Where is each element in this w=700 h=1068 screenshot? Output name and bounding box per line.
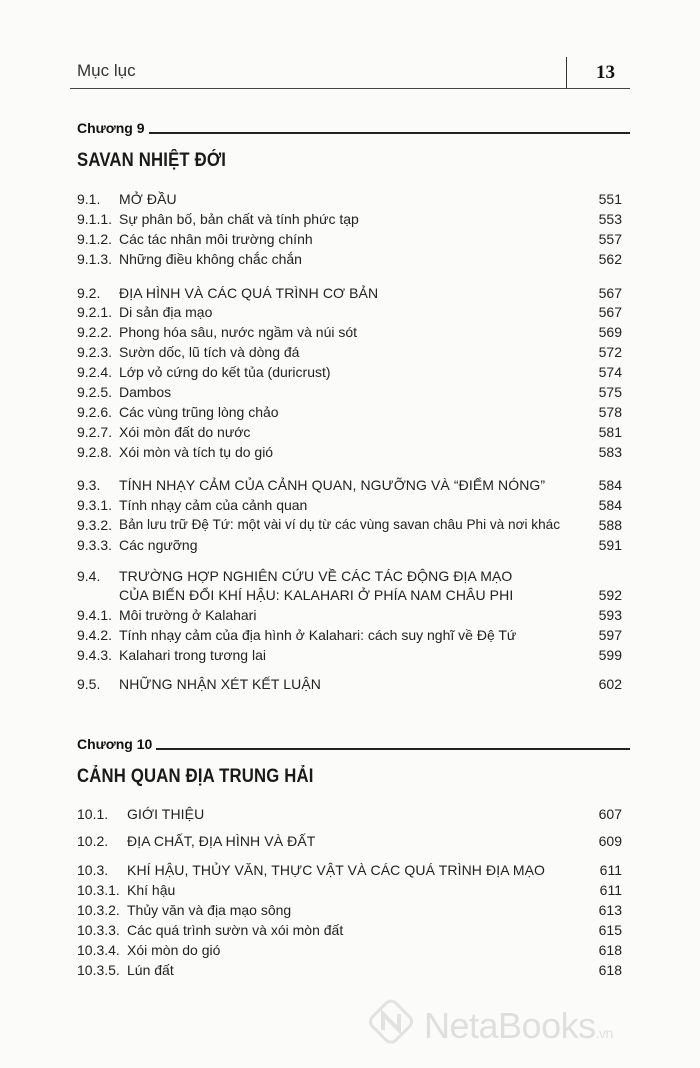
chapter-title: SAVAN NHIỆT ĐỚI xyxy=(77,150,227,171)
entry-number: 9.5. xyxy=(77,676,101,692)
entry-title: Di sản địa mạo xyxy=(119,304,213,320)
entry-page: 581 xyxy=(598,424,622,440)
chapter-label: Chương 9 xyxy=(77,120,145,136)
entry-number: 10.3.4. xyxy=(77,942,120,958)
entry-page: 569 xyxy=(598,324,622,340)
entry-number: 10.3.5. xyxy=(77,962,120,978)
entry-page: 618 xyxy=(598,942,622,958)
entry-number: 9.2.4. xyxy=(77,364,113,380)
entry-title: Xói mòn và tích tụ do gió xyxy=(119,444,274,460)
entry-number: 10.3. xyxy=(77,862,109,878)
entry-number: 9.1.2. xyxy=(77,231,113,247)
entry-page: 597 xyxy=(598,627,622,643)
entry-number: 10.1. xyxy=(77,806,109,822)
entry-page: 583 xyxy=(598,444,622,460)
entry-title: TÍNH NHẠY CẢM CỦA CẢNH QUAN, NGƯỠNG VÀ “ĐIỂM NÓNG” xyxy=(119,477,546,493)
chapter-label: Chương 10 xyxy=(77,736,153,752)
entry-title: Tính nhạy cảm của cảnh quan xyxy=(119,497,308,513)
entry-title-continued: CỦA BIẾN ĐỔI KHÍ HẬU: KALAHARI Ở PHÍA NAM CHÂU PHI xyxy=(119,587,514,603)
chapter-10-heading xyxy=(77,736,630,754)
entry-title: ĐỊA HÌNH VÀ CÁC QUÁ TRÌNH CƠ BẢN xyxy=(119,285,379,301)
entry-page: 588 xyxy=(598,517,622,533)
entry-title: Xói mòn đất do nước xyxy=(119,424,251,440)
entry-title: Các quá trình sườn và xói mòn đất xyxy=(127,922,344,938)
entry-title: Sườn dốc, lũ tích và dòng đá xyxy=(119,344,300,360)
entry-page: 567 xyxy=(598,304,622,320)
entry-page: 591 xyxy=(598,537,622,553)
entry-number: 9.3.2. xyxy=(77,517,113,533)
entry-title: GIỚI THIỆU xyxy=(127,806,205,822)
entry-title: Thủy văn và địa mạo sông xyxy=(127,902,292,918)
entry-page: 592 xyxy=(598,587,622,603)
entry-number: 9.4. xyxy=(77,568,101,584)
entry-page: 572 xyxy=(598,344,622,360)
entry-number: 9.2.3. xyxy=(77,344,113,360)
entry-title: Phong hóa sâu, nước ngầm và núi sót xyxy=(119,324,358,340)
entry-number: 9.2.5. xyxy=(77,384,113,400)
entry-page: 613 xyxy=(598,902,622,918)
page-number: 13 xyxy=(596,62,615,83)
entry-number: 9.3. xyxy=(77,477,101,493)
entry-number: 10.3.3. xyxy=(77,922,120,938)
entry-title: Các vùng trũng lòng chảo xyxy=(119,404,279,420)
chapter-9-heading xyxy=(77,120,630,138)
entry-title: Các tác nhân môi trường chính xyxy=(119,231,313,247)
entry-page: 611 xyxy=(599,882,622,898)
entry-number: 9.3.1. xyxy=(77,497,113,513)
header-rule xyxy=(70,88,630,89)
entry-page: 584 xyxy=(598,477,622,493)
entry-title: Lún đất xyxy=(127,962,174,978)
entry-page: 584 xyxy=(598,497,622,513)
entry-number: 9.1. xyxy=(77,191,101,207)
entry-page: 553 xyxy=(598,211,622,227)
entry-number: 9.4.1. xyxy=(77,607,113,623)
entry-title: Lớp vỏ cứng do kết tủa (duricrust) xyxy=(119,364,331,380)
entry-title: TRƯỜNG HỢP NGHIÊN CỨU VỀ CÁC TÁC ĐỘNG ĐỊA MẠO xyxy=(119,568,513,584)
entry-number: 10.3.1. xyxy=(77,882,120,898)
entry-page: 574 xyxy=(598,364,622,380)
entry-page: 615 xyxy=(598,922,622,938)
entry-number: 10.2. xyxy=(77,833,109,849)
entry-page: 551 xyxy=(598,191,622,207)
entry-number: 9.2.6. xyxy=(77,404,113,420)
entry-number: 9.1.3. xyxy=(77,251,113,267)
header-title: Mục lục xyxy=(77,61,136,80)
entry-title: KHÍ HẬU, THỦY VĂN, THỰC VẬT VÀ CÁC QUÁ TRÌNH ĐỊA MẠO xyxy=(127,862,546,878)
entry-number: 9.1.1. xyxy=(77,211,113,227)
entry-title: Xói mòn do gió xyxy=(127,942,221,958)
entry-page: 578 xyxy=(598,404,622,420)
entry-page: 609 xyxy=(598,833,622,849)
entry-page: 611 xyxy=(599,862,622,878)
entry-title: Các ngưỡng xyxy=(119,537,198,553)
entry-page: 607 xyxy=(598,806,622,822)
chapter-title: CẢNH QUAN ĐỊA TRUNG HẢI xyxy=(77,766,314,787)
entry-title: Sự phân bố, bản chất và tính phức tạp xyxy=(119,211,359,227)
entry-title: ĐỊA CHẤT, ĐỊA HÌNH VÀ ĐẤT xyxy=(127,833,316,849)
entry-number: 9.2.2. xyxy=(77,324,113,340)
entry-page: 618 xyxy=(598,962,622,978)
entry-page: 557 xyxy=(598,231,622,247)
entry-number: 9.2.8. xyxy=(77,444,113,460)
entry-title: Tính nhạy cảm của địa hình ở Kalahari: cách suy nghĩ về Đệ Tứ xyxy=(119,627,517,643)
entry-page: 567 xyxy=(598,285,622,301)
entry-number: 9.4.2. xyxy=(77,627,113,643)
entry-page: 575 xyxy=(598,384,622,400)
entry-title: Kalahari trong tương lai xyxy=(119,647,266,663)
watermark xyxy=(366,997,696,1057)
entry-title: MỞ ĐẦU xyxy=(119,191,177,207)
chapter-rule xyxy=(149,132,630,134)
entry-page: 602 xyxy=(598,676,622,692)
entry-page: 593 xyxy=(598,607,622,623)
entry-title: NHỮNG NHẬN XÉT KẾT LUẬN xyxy=(119,676,321,692)
entry-number: 9.2.7. xyxy=(77,424,113,440)
entry-number: 10.3.2. xyxy=(77,902,120,918)
netabooks-logo-icon xyxy=(366,997,416,1047)
entry-number: 9.2. xyxy=(77,285,101,301)
entry-number: 9.2.1. xyxy=(77,304,113,320)
entry-title: Môi trường ở Kalahari xyxy=(119,607,257,623)
entry-page: 562 xyxy=(598,251,622,267)
entry-title: Khí hậu xyxy=(127,882,176,898)
toc-entry[interactable] xyxy=(77,566,622,606)
entry-title: Dambos xyxy=(119,384,172,400)
chapter-rule xyxy=(156,748,630,750)
watermark-text: NetaBooks.vn xyxy=(424,1005,613,1046)
entry-title: Những điều không chắc chắn xyxy=(119,251,302,267)
entry-number: 9.4.3. xyxy=(77,647,113,663)
entry-number: 9.3.3. xyxy=(77,537,113,553)
entry-page: 599 xyxy=(598,647,622,663)
entry-title: Bản lưu trữ Đệ Tứ: một vài ví dụ từ các vùng savan châu Phi và nơi khác xyxy=(119,517,560,532)
